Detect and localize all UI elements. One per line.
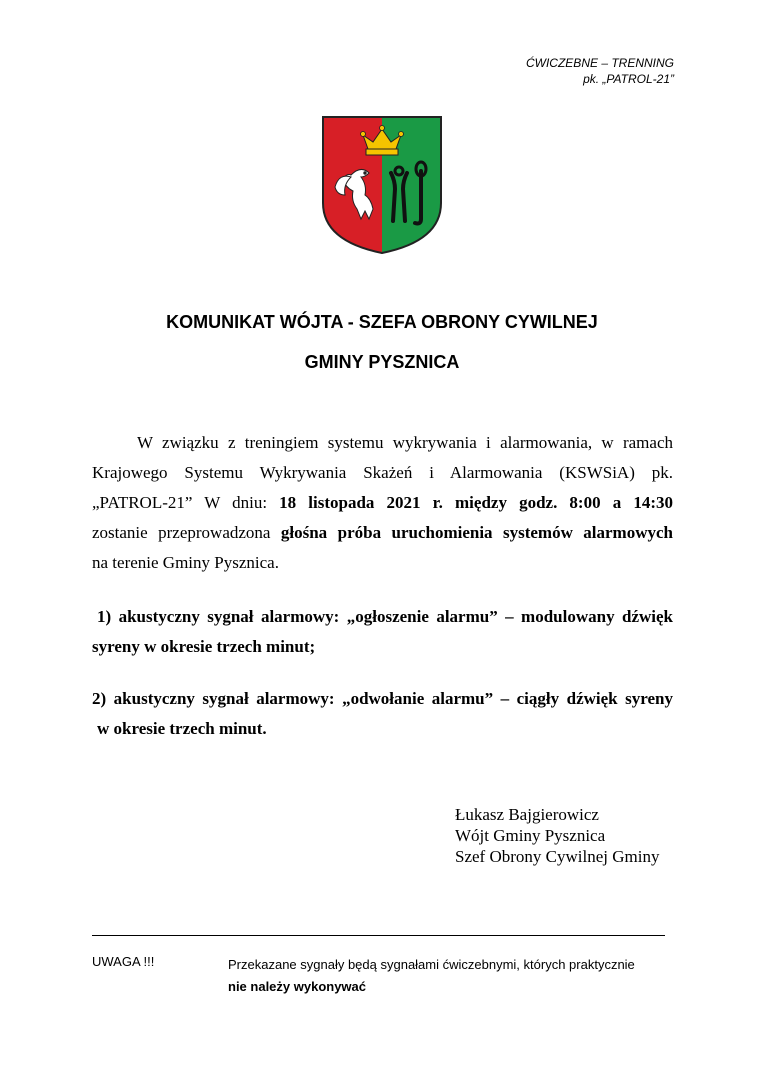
page-title: KOMUNIKAT WÓJTA - SZEFA OBRONY CYWILNEJ [166, 312, 598, 332]
paragraph-line-test: zostanie przeprowadzona głośna próba uruchomienia systemów alarmowych [92, 523, 673, 542]
coat-of-arms-icon [321, 115, 443, 255]
signatory-role: Wójt Gminy Pysznica [455, 826, 606, 845]
signal-item-2-line: 2) akustyczny sygnał alarmowy: „odwołanie alarmu” – ciągły dźwięk syreny [92, 689, 673, 708]
paragraph-line: W związku z treningiem systemu wykrywania i alarmowania, w ramach [137, 433, 673, 452]
codename: pk. „PATROL-21” [583, 72, 674, 86]
signal-item-2 [92, 684, 673, 744]
signatory-name: Łukasz Bajgierowicz [455, 805, 599, 824]
coat-of-arms [321, 115, 443, 255]
footnote-label: UWAGA !!! [92, 954, 155, 969]
footnote-line: Przekazane sygnały będą sygnałami ćwiczebnymi, których praktycznie [228, 957, 635, 972]
signal-item-2-line: w okresie trzech minut. [97, 719, 267, 738]
exercise-label: ĆWICZEBNE – TRENNING [525, 56, 674, 70]
paragraph-line-date: „PATROL-21” W dniu: 18 listopada 2021 r. między godz. 8:00 a 14:30 [92, 493, 673, 512]
test-emphasis: głośna próba uruchomienia systemów alarmowych [280, 523, 673, 542]
training-note [526, 55, 674, 87]
paragraph-line: na terenie Gminy Pysznica. [92, 553, 279, 572]
signatory-role: Szef Obrony Cywilnej Gminy [455, 847, 660, 866]
paragraph-line: Krajowego Systemu Wykrywania Skażeń i Alarmowania (KSWSiA) pk. [92, 463, 673, 482]
signature-block [455, 804, 659, 867]
footnote-emphasis: nie należy wykonywać [228, 979, 367, 994]
shield-green-field [382, 115, 443, 255]
date-time-emphasis: 18 listopada 2021 r. między godz. 8:00 a 14:30 [279, 493, 673, 512]
footnote-divider [92, 935, 665, 936]
announcement-paragraph [92, 428, 673, 578]
signal-item-1-line: 1) akustyczny sygnał alarmowy: „ogłoszenie alarmu” – modulowany dźwięk [97, 607, 673, 626]
footnote-text [228, 954, 635, 998]
page-subtitle: GMINY PYSZNICA [304, 352, 460, 372]
signal-item-1-line: syreny w okresie trzech minut; [92, 637, 316, 656]
signal-item-1 [92, 602, 673, 662]
